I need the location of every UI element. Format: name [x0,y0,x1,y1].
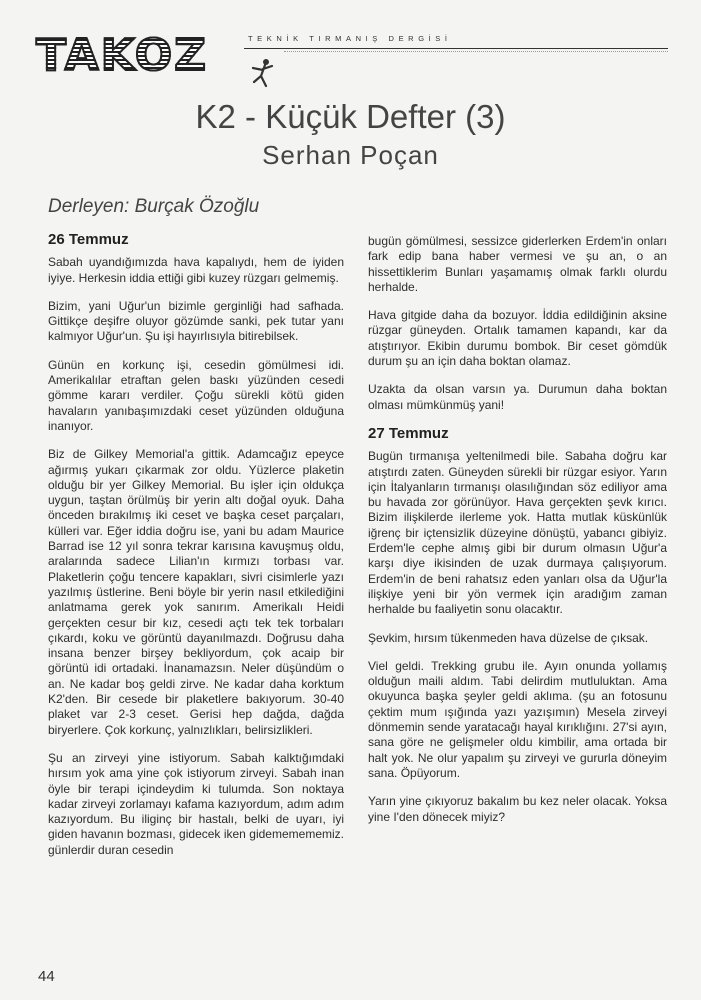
paragraph: Uzakta da olsan varsın ya. Durumun daha boktan olması mümkünmüş yani! [368,382,667,412]
paragraph: Biz de Gilkey Memorial'a gittik. Adamcağız epeyce ağırmış yukarı çıkarmak zor oldu. Yüzlerce plaketin olduğu bir yer Gilkey Memorial. Bu işler için oldukça uygun, taştan örülmüş bir yerin altı doğal oyuk. Daha önceden bırakılmış iki ceset ve başka ceset parçaları, külleri var. Eğer iddia doğru ise, yani bu adam Maurice Barrad ise 12 yıl sonra tekrar karısına kavuşmuş oldu, aralarında sadece Lilian'ın kırmızı torbası var. Plaketlerin çoğu tencere kapakları, sivri cisimlerle yazı yazılmış üstlerine. Beni böyle bir yerin nasıl etkilediğini anlatmama gerek yok sanırım. Amerikalı Heidi gerçekten cesur bir kız, cesedi açtı tek tek torbaları çıkardı, koku ve görüntü dayanılmazdı. Doğrusu daha insana benzer birşey bekliyordum, çok acaip bir görüntü idi ortadaki. İnanamazsın. Neler düşündüm o an. Ne kadar boş geldi zirve. Ne kadar daha korktum K2'den. Bir cesede bir plaketlere bakıyorum. 30-40 plaket var 2-3 ceset. Gerisi hep dağda, dağda biryerlere. Çok korkunç, yalnızlıkları, belirsizlikleri. [48,447,344,737]
article-editor: Derleyen: Burçak Özoğlu [48,196,260,217]
date-heading-27: 27 Temmuz [368,424,449,442]
masthead [36,18,668,98]
paragraph: Günün en korkunç işi, cesedin gömülmesi idi. Amerikalılar etraftan gelen baskı yüzünden cesedi gömme kararı verdiler. Çoğu sürekli kötü giden havaların yanıbaşımızdaki ceset yüzünden olduğuna inanıyor. [48,357,344,433]
climber-icon [244,56,278,94]
paragraph: Bugün tırmanışa yeltenilmedi bile. Sabaha doğru kar atıştırdı zaten. Güneyden sürekli bir rüzgar esiyor. Yarın için İtalyanların tırmanışı olasılığından söz ediliyor ama bu havada zor görünüyor. Hava gerçekten şevk kırıcı. Bizim ilişkilerde ilerleme yok. Hatta mutlak küskünlük iğrenç bir içtensizlik düzeyine dönüştü, yabancı gibiyiz. Erdem'le cephe almış gibi bir durum olmasın Uğur'a karşı diye ikisinden de uzak durmaya çalışıyorum. Erdem'in de beni rahatsız eden yanları olsa da Uğur'la ilişkiye yeni bir yön vermek için aradığım zaman herhalde bu faaliyetin sonu olacaktır. [368,449,667,617]
paragraph: Bizim, yani Uğur'un bizimle gerginliği had safhada. Gittikçe deşifre oluyor gözümde sanki, pek tutar yanı kalmıyor Uğur'un. Şu işi hayırlısıyla bitirebilsek. [48,298,344,344]
paragraph: Şevkim, hırsım tükenmeden hava düzelse de çıksak. [368,630,649,645]
paragraph: Yarın yine çıkıyoruz bakalım bu kez neler olacak. Yoksa yine I'den dönecek miyiz? [368,794,667,824]
paragraph: Sabah uyandığımızda hava kapalıydı, hem de iyiden iyiye. Herkesin iddia ettiği gibi kuzey rüzgarı gelmemiş. [48,255,344,285]
paragraph: Hava gitgide daha da bozuyor. İddia edildiğinin aksine rüzgar güneyden. Ortalık tamamen kapandı, kar da atıştırıyor. Ekibin durumu bombok. Bir ceset gömdük durum şu an için daha boktan olamaz. [368,308,667,369]
article-author: Serhan Poçan [262,140,439,170]
paragraph: Viel geldi. Trekking grubu ile. Ayın onunda yollamış olduğun maili aldım. Tabi delirdim mutluluktan. Ama okuyunca başka şeyler geldi aklıma. (şu an fotosunu çektim mum ışığında yazı yazışımın) Mesela zirveyi dönmemin sende yaratacağı hayal kırıklığını. 27'si ayın, sana göre ne gelişmeler oldu kimbilir, ama ortada bir halt yok. Ne olur yapalım şu zirveyi ve gururla döneyim sana. Öpüyorum. [368,658,667,780]
right-column [368,234,667,838]
date-heading-26: 26 Temmuz [48,231,129,248]
magazine-logo: TAKOZ [36,30,209,81]
article-title: K2 - Küçük Defter (3) [195,98,506,135]
paragraph: bugün gömülmesi, sessizce giderlerken Erdem'in onları fark edip bana haber vermesi ve şu an, o an hissettiklerim Bunları yaşamamış olmak farklı olurdu herhalde. [368,234,667,294]
paragraph: Şu an zirveyi yine istiyorum. Sabah kalktığımdaki hırsım yok ama yine çok istiyorum zirveyi. Sabah inan öyle bir terapi içindeydim ki tulumda. Son noktaya kadar zirveyi zorlamayı kafama kazıyordum, adım adım kazıyordum. Bu iliginç bir hastalı, belki de uyarı, iyi giden havanın bozması, gidecek iken gidememememiz. günlerdir duran cesedin [48,750,344,857]
header-dotted-rule [284,51,668,52]
header-rule [244,48,668,49]
left-column [48,232,344,871]
page-number: 44 [38,968,55,985]
magazine-subtitle: TEKNİK TIRMANIŞ DERGİSİ [248,34,452,43]
